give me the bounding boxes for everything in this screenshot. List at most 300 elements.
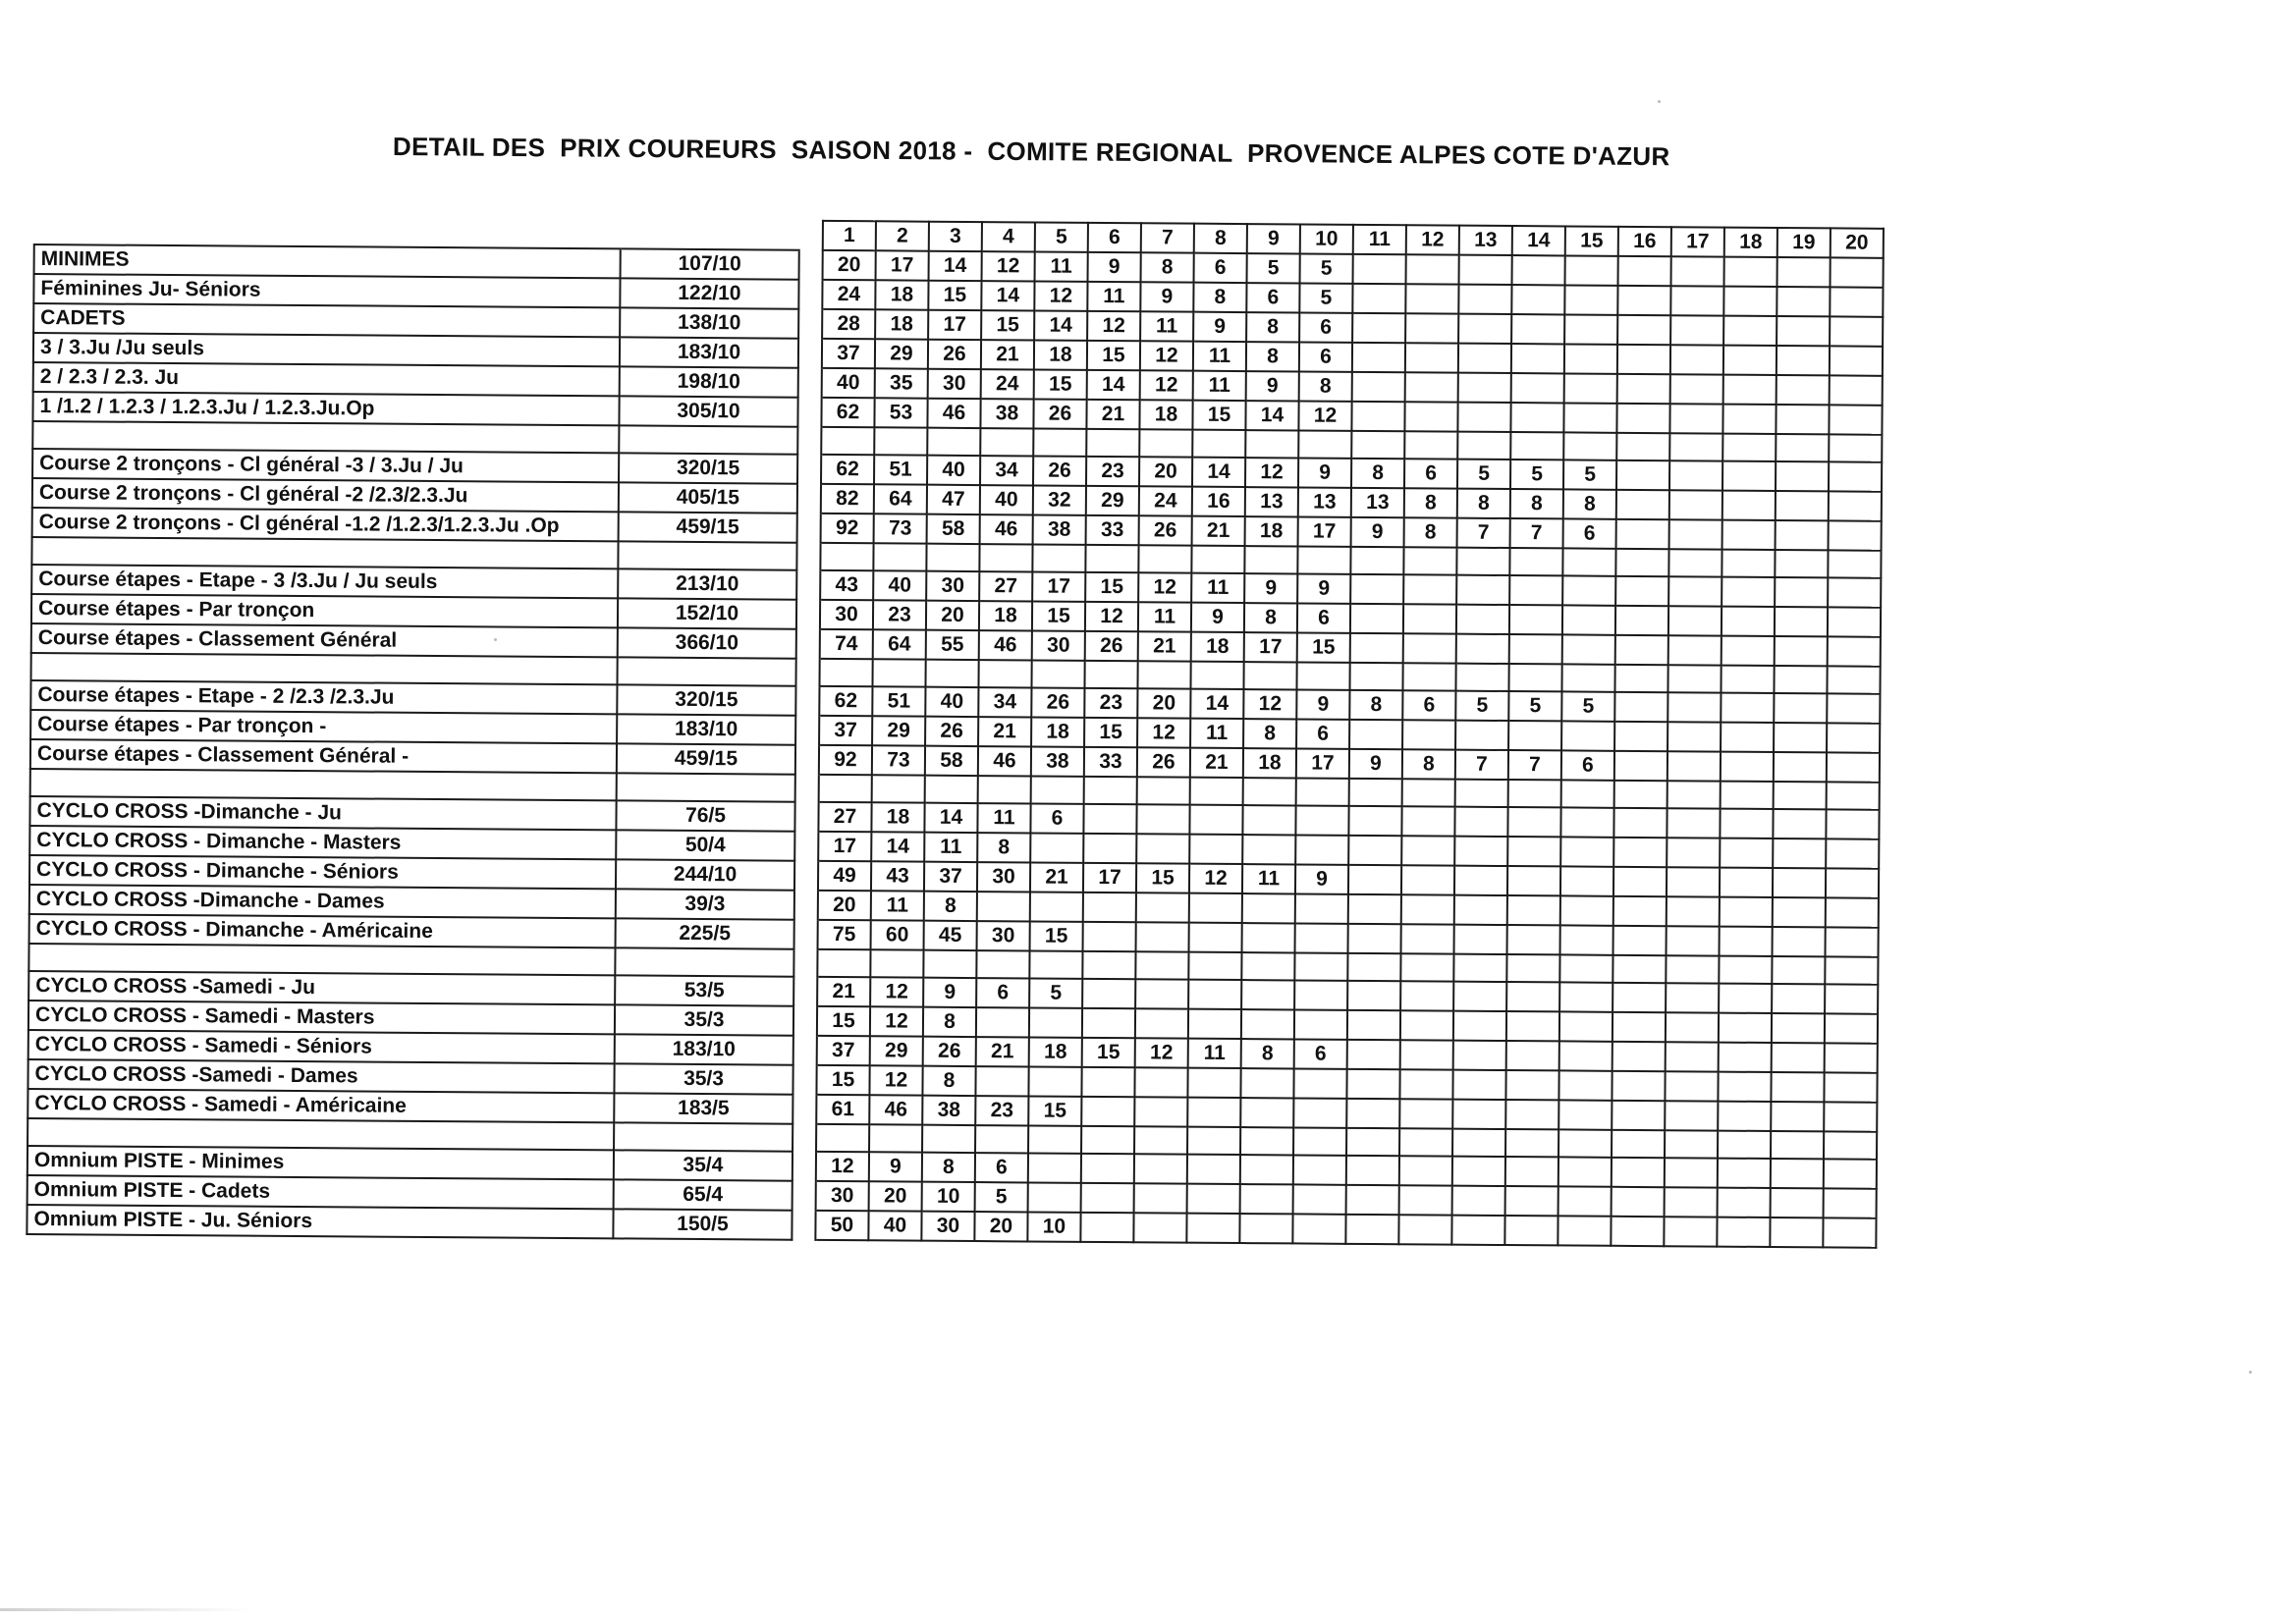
prize-cell: 33 bbox=[1084, 747, 1137, 777]
prize-cell bbox=[1772, 1043, 1825, 1072]
prize-cell bbox=[1403, 547, 1456, 574]
prize-cell bbox=[1455, 780, 1508, 807]
prize-cell bbox=[1722, 491, 1776, 520]
prize-cell bbox=[1668, 635, 1722, 665]
prize-cell bbox=[977, 892, 1030, 921]
prize-cell: 12 bbox=[1245, 458, 1298, 487]
prize-cell bbox=[1240, 1155, 1293, 1184]
prize-cell bbox=[1507, 895, 1560, 925]
prize-cell: 8 bbox=[922, 1066, 975, 1096]
prize-cell: 74 bbox=[820, 629, 873, 659]
prize-cell bbox=[1245, 430, 1298, 458]
prize-cell bbox=[1823, 1217, 1876, 1247]
prize-cell bbox=[1558, 1216, 1611, 1245]
prize-cell: 26 bbox=[1033, 399, 1086, 428]
prize-cell bbox=[1189, 835, 1242, 864]
prize-cell bbox=[1348, 806, 1401, 836]
prize-cell bbox=[1777, 346, 1830, 375]
prize-cell: 8 bbox=[977, 833, 1030, 862]
prize-cell bbox=[1134, 1183, 1187, 1213]
prize-cell: 12 bbox=[1138, 572, 1191, 602]
prize-cell bbox=[1346, 1185, 1399, 1215]
prize-cell bbox=[1669, 404, 1722, 433]
place-header: 11 bbox=[1353, 225, 1406, 254]
prize-cell: 92 bbox=[821, 514, 874, 543]
document-title: DETAIL DES PRIX COUREURS SAISON 2018 - COMITE REGIONAL PROVENCE ALPES COTE D'AZUR bbox=[392, 132, 1670, 172]
prize-cell bbox=[1616, 490, 1669, 519]
prize-cell bbox=[1294, 1009, 1347, 1039]
prize-cell bbox=[1349, 663, 1402, 690]
category-total: 198/10 bbox=[620, 366, 798, 397]
prize-cell: 12 bbox=[1034, 281, 1087, 310]
prize-cell bbox=[1294, 980, 1347, 1009]
prize-cell bbox=[1774, 666, 1827, 693]
prize-cell bbox=[1559, 982, 1613, 1011]
prize-cell: 6 bbox=[975, 1153, 1028, 1182]
prize-cell bbox=[1613, 867, 1667, 896]
prize-cell: 64 bbox=[873, 629, 926, 659]
prize-cell bbox=[1405, 313, 1458, 343]
prize-cell: 30 bbox=[1032, 630, 1085, 660]
place-header: 8 bbox=[1194, 224, 1247, 253]
prize-cell bbox=[1457, 403, 1510, 432]
category-total: 244/10 bbox=[616, 859, 794, 890]
prize-cell: 6 bbox=[1299, 342, 1352, 371]
category-label bbox=[31, 653, 618, 684]
prize-cell bbox=[1505, 1129, 1558, 1157]
prize-cell bbox=[1398, 1215, 1451, 1244]
prize-cell: 8 bbox=[923, 1007, 976, 1037]
prize-cell bbox=[1824, 1102, 1877, 1131]
prize-cell bbox=[1507, 837, 1560, 866]
category-label: 1 /1.2 / 1.2.3 / 1.2.3.Ju / 1.2.3.Ju.Op bbox=[32, 392, 619, 425]
prize-cell bbox=[1667, 838, 1720, 867]
prize-cell: 51 bbox=[872, 686, 925, 716]
prize-cell: 18 bbox=[1245, 516, 1298, 546]
prize-cell bbox=[1614, 751, 1667, 781]
prize-cell: 6 bbox=[1030, 803, 1083, 833]
prize-cell bbox=[1722, 520, 1776, 550]
prize-cell: 14 bbox=[1034, 310, 1087, 340]
prize-cell bbox=[1349, 779, 1402, 806]
prize-cell bbox=[1033, 428, 1086, 456]
prize-cell: 5 bbox=[1455, 691, 1508, 721]
category-label: Omnium PISTE - Cadets bbox=[27, 1175, 614, 1209]
prize-cell bbox=[1293, 1127, 1346, 1155]
prize-cell bbox=[1031, 660, 1084, 687]
prize-cell: 30 bbox=[928, 369, 981, 399]
prize-cell bbox=[1612, 1187, 1665, 1217]
prize-cell bbox=[1829, 520, 1882, 550]
prize-cell: 15 bbox=[817, 1006, 870, 1036]
prize-cell bbox=[1828, 577, 1881, 607]
prize-cell bbox=[1670, 286, 1723, 315]
prize-cell: 9 bbox=[1140, 282, 1193, 311]
prize-cell: 6 bbox=[1404, 459, 1457, 488]
prize-cell bbox=[1192, 430, 1245, 458]
prize-cell bbox=[1509, 634, 1562, 664]
prize-cell: 5 bbox=[1299, 283, 1352, 312]
prize-cell bbox=[1723, 375, 1777, 405]
prize-cell: 7 bbox=[1508, 750, 1561, 780]
prize-cell bbox=[1505, 1100, 1558, 1129]
prize-cell bbox=[975, 1125, 1028, 1153]
prize-cell bbox=[1352, 284, 1405, 313]
gap-cell bbox=[795, 659, 819, 686]
gap-cell bbox=[796, 570, 820, 600]
prize-cell bbox=[1718, 1188, 1771, 1217]
prize-cell bbox=[1456, 634, 1509, 664]
prize-cell: 18 bbox=[875, 280, 928, 309]
prize-cell: 17 bbox=[1083, 863, 1136, 893]
prize-cell bbox=[1562, 605, 1615, 634]
prize-cell bbox=[1031, 776, 1084, 803]
prize-cell bbox=[1667, 926, 1720, 955]
prize-cell bbox=[1505, 1186, 1558, 1216]
prize-cell: 6 bbox=[1296, 719, 1349, 748]
prize-cell: 20 bbox=[926, 601, 979, 630]
prize-cell bbox=[1348, 924, 1401, 953]
category-label: Course 2 tronçons - Cl général -3 / 3.Ju / Ju bbox=[32, 449, 619, 482]
prize-cell: 23 bbox=[975, 1096, 1028, 1125]
gap-cell bbox=[797, 398, 821, 427]
prize-cell bbox=[1136, 922, 1189, 951]
prize-cell bbox=[1511, 285, 1564, 314]
prize-cell bbox=[1564, 285, 1617, 314]
prize-cell bbox=[1558, 1186, 1612, 1216]
category-total: 459/15 bbox=[619, 512, 797, 542]
prize-cell: 15 bbox=[1087, 341, 1140, 370]
prize-cell: 29 bbox=[870, 1036, 923, 1065]
prize-cell bbox=[1456, 548, 1509, 575]
prize-cell: 15 bbox=[1297, 632, 1350, 662]
category-label: CYCLO CROSS - Dimanche - Américaine bbox=[29, 914, 616, 947]
prize-cell bbox=[1399, 1185, 1452, 1215]
prize-cell: 12 bbox=[1243, 689, 1296, 719]
prize-cell bbox=[1613, 1042, 1666, 1071]
prize-cell bbox=[1505, 1157, 1558, 1186]
prize-cell bbox=[1669, 460, 1722, 490]
prize-cell bbox=[1350, 574, 1403, 604]
prize-cell bbox=[1028, 1182, 1081, 1212]
category-total: 76/5 bbox=[616, 800, 794, 831]
category-label: CYCLO CROSS -Dimanche - Dames bbox=[29, 885, 616, 918]
prize-cell: 34 bbox=[978, 687, 1031, 717]
prize-cell bbox=[1137, 661, 1190, 688]
prize-cell: 21 bbox=[978, 717, 1031, 746]
prize-cell bbox=[1771, 1131, 1824, 1159]
prize-cell: 6 bbox=[1299, 312, 1352, 342]
prize-cell bbox=[1558, 1100, 1612, 1129]
prize-cell bbox=[1721, 693, 1774, 723]
prize-cell bbox=[1775, 607, 1828, 636]
prize-cell bbox=[1617, 374, 1670, 404]
prize-cell: 18 bbox=[1191, 632, 1244, 662]
prize-cell: 20 bbox=[1139, 457, 1192, 486]
prize-cell bbox=[1029, 950, 1082, 978]
prize-cell: 18 bbox=[875, 309, 928, 339]
gap-cell bbox=[797, 514, 821, 543]
prize-cell: 15 bbox=[816, 1065, 869, 1095]
prize-cell: 9 bbox=[1191, 603, 1244, 632]
prize-cell bbox=[1350, 547, 1403, 574]
category-total bbox=[618, 541, 796, 569]
prize-cell bbox=[1244, 546, 1297, 573]
prize-cell: 8 bbox=[1404, 488, 1457, 517]
prize-cell bbox=[1137, 777, 1190, 804]
category-label: MINIMES bbox=[34, 244, 621, 278]
prize-cell: 51 bbox=[874, 455, 927, 484]
prize-cell bbox=[1506, 1041, 1559, 1070]
prize-cell: 75 bbox=[818, 920, 871, 949]
prize-cell bbox=[1458, 373, 1511, 403]
prize-cell bbox=[1349, 720, 1402, 749]
prize-cell bbox=[1666, 1012, 1719, 1042]
prize-cell bbox=[1723, 316, 1777, 346]
prize-cell: 15 bbox=[981, 310, 1034, 340]
prize-cell bbox=[1187, 1127, 1240, 1155]
prize-cell: 11 bbox=[1193, 342, 1246, 371]
prize-cell bbox=[1613, 1012, 1666, 1042]
prize-cell: 15 bbox=[1028, 1096, 1081, 1125]
prize-cell bbox=[1293, 1184, 1346, 1214]
prize-cell: 5 bbox=[1510, 460, 1563, 489]
prize-cell: 8 bbox=[1241, 1039, 1294, 1068]
prize-cell: 11 bbox=[1242, 864, 1295, 893]
prize-cell: 9 bbox=[1244, 573, 1297, 603]
prize-cell bbox=[1511, 314, 1564, 344]
prize-cell bbox=[1720, 927, 1773, 956]
prize-cell bbox=[1717, 1217, 1770, 1247]
category-total bbox=[615, 947, 793, 976]
prize-cell bbox=[1347, 1040, 1400, 1069]
prize-cell: 8 bbox=[922, 1153, 975, 1182]
prize-cell: 8 bbox=[1349, 690, 1402, 720]
category-label bbox=[32, 421, 619, 453]
prize-cell bbox=[1667, 896, 1720, 926]
prize-cell: 8 bbox=[1457, 489, 1510, 518]
prize-cell: 8 bbox=[1141, 252, 1194, 282]
prize-cell: 11 bbox=[1138, 602, 1191, 631]
prize-cell bbox=[1138, 545, 1191, 572]
prize-cell bbox=[869, 1124, 922, 1152]
prize-cell: 8 bbox=[1244, 603, 1297, 632]
prize-cell bbox=[1776, 520, 1829, 550]
category-label: Course étapes - Par tronçon bbox=[31, 594, 618, 627]
prize-cell bbox=[1721, 782, 1774, 809]
gap-cell bbox=[793, 1036, 817, 1065]
prize-cell bbox=[1721, 723, 1774, 752]
prize-cell: 60 bbox=[871, 920, 924, 949]
prize-cell bbox=[1504, 1216, 1558, 1245]
prize-cell: 9 bbox=[923, 978, 976, 1007]
prize-cell bbox=[1824, 1188, 1877, 1217]
prize-cell bbox=[1030, 892, 1083, 921]
prize-cell bbox=[1512, 255, 1565, 285]
prize-cell bbox=[1352, 372, 1405, 402]
category-total: 65/4 bbox=[614, 1179, 793, 1210]
prize-cell bbox=[1187, 1068, 1240, 1098]
prize-cell: 20 bbox=[823, 250, 876, 280]
category-label: CYCLO CROSS - Samedi - Américaine bbox=[27, 1089, 614, 1122]
prize-cell: 35 bbox=[875, 368, 928, 398]
prize-cell: 11 bbox=[1190, 719, 1243, 748]
prize-cell bbox=[1564, 373, 1617, 403]
prize-cell bbox=[925, 776, 978, 803]
prize-cell: 8 bbox=[1351, 459, 1404, 488]
prize-cell bbox=[1667, 751, 1721, 781]
prize-cell bbox=[1242, 835, 1295, 864]
prize-cell: 26 bbox=[1137, 747, 1190, 777]
prize-cell bbox=[1346, 1069, 1399, 1099]
prize-cell: 27 bbox=[979, 571, 1032, 601]
prize-cell: 11 bbox=[1188, 1039, 1241, 1068]
prize-cell bbox=[1135, 1008, 1188, 1038]
prize-cell bbox=[1405, 343, 1458, 372]
prize-cell: 12 bbox=[870, 1006, 923, 1036]
prize-cell bbox=[1029, 1007, 1082, 1037]
place-header: 10 bbox=[1300, 224, 1353, 253]
prize-cell: 12 bbox=[1087, 311, 1140, 341]
gap-cell bbox=[793, 1181, 816, 1211]
prize-cell: 46 bbox=[978, 746, 1031, 776]
prize-cell bbox=[1719, 1013, 1772, 1043]
gap-cell bbox=[793, 949, 817, 977]
prize-cell bbox=[1562, 634, 1615, 664]
prize-cell: 21 bbox=[1190, 748, 1243, 778]
prize-cell: 37 bbox=[924, 862, 977, 892]
prize-cell bbox=[1453, 982, 1506, 1011]
prize-cell: 43 bbox=[820, 570, 873, 600]
prize-cell bbox=[1777, 287, 1830, 316]
prize-cell: 6 bbox=[1294, 1039, 1347, 1068]
prize-cell bbox=[1081, 1154, 1134, 1183]
place-header: 9 bbox=[1247, 224, 1300, 253]
prize-cell bbox=[1135, 951, 1188, 979]
prize-cell: 6 bbox=[1563, 518, 1616, 548]
prize-cell bbox=[1775, 577, 1828, 607]
prize-cell: 9 bbox=[1351, 517, 1404, 547]
prize-cell bbox=[1187, 1155, 1240, 1184]
prize-cell bbox=[1190, 778, 1243, 805]
prize-cell: 13 bbox=[1245, 487, 1298, 516]
prize-cell: 9 bbox=[1296, 689, 1349, 719]
prize-cell bbox=[1346, 1156, 1399, 1185]
prize-cell bbox=[1509, 575, 1562, 605]
prize-cell bbox=[1827, 752, 1880, 782]
prize-cell bbox=[1826, 839, 1879, 868]
prize-cell bbox=[1188, 952, 1241, 980]
prize-cell: 12 bbox=[1189, 864, 1242, 893]
prize-cell bbox=[1776, 491, 1829, 520]
category-label: CYCLO CROSS - Samedi - Séniors bbox=[28, 1030, 615, 1063]
prize-cell bbox=[1614, 722, 1667, 751]
prize-cell bbox=[1353, 254, 1406, 284]
category-total: 138/10 bbox=[620, 307, 798, 338]
prize-cell bbox=[1670, 345, 1723, 374]
place-header: 7 bbox=[1141, 223, 1194, 252]
prize-cell bbox=[1351, 402, 1404, 431]
scan-speck bbox=[1658, 100, 1661, 103]
prize-cell: 12 bbox=[982, 251, 1035, 281]
prize-cell bbox=[1560, 925, 1613, 954]
category-label: CYCLO CROSS - Samedi - Masters bbox=[28, 1001, 615, 1034]
prize-cell bbox=[1401, 836, 1454, 865]
prize-cell bbox=[1722, 607, 1775, 636]
prize-cell bbox=[1560, 807, 1613, 837]
prize-cell bbox=[1824, 1159, 1877, 1188]
prize-cell bbox=[819, 659, 872, 686]
prize-cell bbox=[1030, 833, 1083, 862]
prize-cell bbox=[1720, 868, 1773, 897]
place-header: 12 bbox=[1406, 225, 1459, 254]
place-header: 16 bbox=[1618, 227, 1671, 256]
prize-cell: 30 bbox=[977, 921, 1030, 950]
category-total bbox=[618, 657, 796, 685]
prize-cell: 16 bbox=[1192, 487, 1245, 516]
prize-cell bbox=[1402, 779, 1455, 806]
prize-cell bbox=[1667, 781, 1721, 808]
place-header: 2 bbox=[876, 221, 929, 250]
gap-cell bbox=[798, 339, 822, 368]
prize-cell: 8 bbox=[1404, 517, 1457, 547]
category-total: 152/10 bbox=[618, 598, 796, 628]
prize-cell: 17 bbox=[1298, 516, 1351, 546]
prize-cell: 8 bbox=[1563, 489, 1616, 518]
prize-cell bbox=[1565, 255, 1618, 285]
prize-cell bbox=[1671, 256, 1724, 286]
prize-cell: 11 bbox=[1087, 282, 1140, 311]
gap-cell bbox=[794, 802, 818, 832]
prize-cell: 9 bbox=[869, 1152, 922, 1181]
prize-cell bbox=[1189, 923, 1242, 952]
prize-cell bbox=[1351, 431, 1404, 459]
prize-cell bbox=[1770, 1217, 1823, 1247]
prize-cell bbox=[1511, 344, 1564, 373]
gap-cell bbox=[794, 861, 818, 891]
prize-cell bbox=[1827, 723, 1880, 752]
prize-cell bbox=[1562, 575, 1615, 605]
prize-cell bbox=[1507, 866, 1560, 895]
prize-cell: 21 bbox=[817, 977, 870, 1006]
prize-cell: 17 bbox=[876, 250, 929, 280]
prize-cell bbox=[874, 427, 927, 455]
prize-cell bbox=[1561, 664, 1614, 691]
prize-cell bbox=[1563, 403, 1616, 432]
prize-cell: 17 bbox=[1244, 632, 1297, 662]
prize-cell bbox=[1612, 1130, 1665, 1158]
prize-cell bbox=[1559, 1011, 1613, 1041]
prize-cell: 29 bbox=[872, 716, 925, 745]
prize-cell bbox=[1615, 549, 1668, 576]
category-total bbox=[617, 773, 795, 801]
category-label: CYCLO CROSS - Dimanche - Masters bbox=[29, 826, 616, 859]
prize-cell bbox=[1774, 693, 1827, 723]
prize-cell bbox=[872, 659, 925, 686]
category-total: 39/3 bbox=[616, 889, 794, 919]
prize-cell: 5 bbox=[1247, 253, 1300, 283]
prize-cell: 20 bbox=[1137, 688, 1190, 718]
prize-cell bbox=[1509, 548, 1562, 575]
prize-cell: 38 bbox=[922, 1096, 975, 1125]
prize-cell: 13 bbox=[1351, 488, 1404, 517]
prize-cell: 18 bbox=[1139, 400, 1192, 429]
prize-cell bbox=[975, 1066, 1028, 1096]
prize-cell bbox=[1241, 952, 1294, 980]
prize-cell bbox=[1774, 752, 1827, 782]
prize-cell bbox=[1298, 430, 1351, 458]
gap-cell bbox=[795, 716, 819, 745]
